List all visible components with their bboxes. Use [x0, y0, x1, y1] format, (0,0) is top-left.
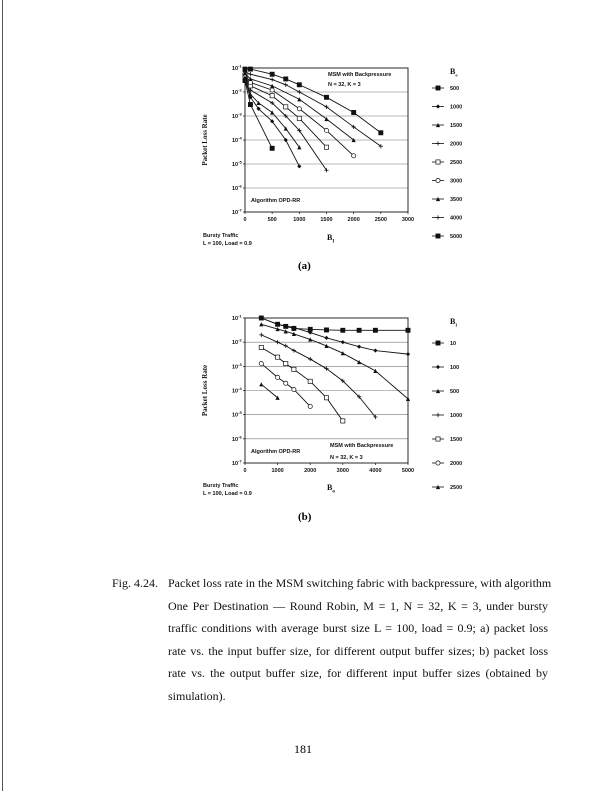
data-point-marker	[357, 345, 361, 349]
legend-label: 5000	[450, 234, 463, 240]
y-tick-base: 10	[232, 114, 239, 120]
data-point-marker	[259, 361, 263, 365]
traffic-footnote: L = 100, Load = 0.9	[203, 241, 252, 247]
data-point-marker	[292, 367, 296, 371]
x-axis-label-subscript: I	[332, 239, 335, 245]
legend-label: 100	[450, 365, 460, 371]
legend-marker	[436, 413, 440, 417]
data-point-marker	[357, 360, 361, 364]
data-point-marker	[341, 351, 345, 355]
x-axis-label-main: B	[327, 233, 333, 242]
legend-title-main: B	[450, 67, 456, 76]
data-point-marker	[341, 328, 345, 332]
y-tick-label	[232, 338, 242, 347]
y-tick-exponent: -2	[238, 337, 242, 343]
y-tick-exponent: -1	[238, 313, 242, 319]
x-tick-label: 500	[267, 217, 277, 223]
legend-label: 4000	[450, 215, 463, 222]
legend-marker	[436, 437, 440, 441]
legend-item	[432, 437, 462, 443]
legend-item	[432, 341, 456, 347]
y-tick-base: 10	[232, 162, 239, 168]
legend-marker	[436, 365, 440, 369]
legend-label: 10	[450, 341, 457, 347]
y-tick-label	[232, 434, 242, 443]
x-tick-label: 1000	[293, 217, 306, 223]
y-tick-base: 10	[232, 436, 239, 443]
data-point-marker	[276, 375, 280, 379]
legend-title-main: B	[450, 317, 456, 326]
legend-label: 3500	[450, 197, 463, 203]
y-tick-base: 10	[232, 340, 239, 347]
legend-title-subscript: I	[455, 322, 458, 328]
data-point-marker	[259, 333, 263, 337]
y-tick-label	[232, 362, 242, 371]
x-axis-label-main: B	[327, 483, 333, 492]
y-tick-base: 10	[232, 388, 239, 395]
series-100	[259, 316, 410, 356]
data-point-marker	[324, 336, 328, 340]
page-number: 181	[294, 742, 312, 756]
y-tick-base: 10	[232, 66, 239, 72]
data-point-marker	[308, 379, 312, 383]
data-point-marker	[357, 328, 361, 332]
series-line	[261, 384, 277, 397]
legend-item	[432, 461, 462, 467]
data-point-marker	[324, 328, 328, 332]
y-tick-label	[232, 314, 242, 323]
series-500	[259, 322, 410, 401]
caption-line: One Per Destination — Round Robin, M = 1, N = 32, K = 3, under bursty	[168, 598, 548, 613]
legend-marker	[436, 341, 440, 345]
plot-annotation: N = 32, K = 3	[330, 455, 363, 461]
y-tick-exponent: -6	[238, 434, 242, 440]
x-tick-label: 4000	[369, 468, 382, 474]
y-tick-exponent: -1	[238, 63, 242, 69]
y-tick-exponent: -7	[238, 207, 242, 213]
legend-label: 2000	[450, 461, 463, 467]
data-point-marker	[308, 404, 312, 408]
data-point-marker	[373, 328, 377, 332]
data-point-marker	[276, 355, 280, 359]
series-line	[261, 348, 343, 421]
y-tick-base: 10	[232, 210, 239, 216]
y-tick-exponent: -3	[238, 361, 242, 367]
traffic-footnote: L = 100, Load = 0.9	[203, 491, 252, 497]
y-tick-base: 10	[232, 316, 239, 322]
traffic-footnote: Bursty Traffic	[203, 483, 239, 489]
x-tick-label: 2000	[304, 468, 317, 474]
y-tick-label	[232, 459, 242, 468]
plot-annotation: Algorithm OPD-RR	[251, 198, 301, 204]
plot-annotation: Algorithm OPD-RR	[251, 449, 301, 455]
y-tick-base: 10	[232, 138, 239, 144]
legend-item	[432, 389, 459, 395]
data-point-marker	[324, 396, 328, 400]
legend-label: 3000	[450, 178, 463, 185]
figure-label-b: (b)	[298, 511, 312, 523]
legend-label: 2500	[450, 485, 463, 491]
y-tick-label	[232, 386, 242, 395]
plot-annotation: N = 32, K = 3	[328, 82, 361, 88]
x-tick-label: 0	[243, 217, 247, 223]
traffic-footnote: Bursty Traffic	[203, 233, 239, 239]
x-tick-label: 0	[243, 468, 247, 474]
data-point-marker	[341, 419, 345, 423]
legend-label: 500	[450, 86, 460, 92]
x-tick-label: 2500	[374, 217, 387, 223]
x-tick-label: 2000	[347, 217, 360, 223]
data-point-marker	[373, 369, 377, 373]
series-2500	[259, 382, 280, 400]
legend-marker	[436, 461, 440, 465]
y-axis-label: Packet Loss Rate	[201, 114, 209, 166]
series-1500	[259, 345, 345, 423]
y-tick-exponent: -5	[238, 159, 242, 165]
data-point-marker	[406, 352, 410, 356]
y-tick-base: 10	[232, 412, 239, 419]
y-tick-exponent: -6	[238, 183, 242, 189]
x-tick-label: 5000	[401, 468, 415, 474]
caption-line: simulation).	[168, 689, 226, 703]
legend-label: 1500	[450, 123, 463, 129]
figure-label-a: (a)	[298, 260, 311, 272]
plot-annotation: MSM with Backpressure	[328, 72, 392, 78]
legend-label: 2500	[450, 160, 463, 166]
data-point-marker	[292, 387, 296, 391]
data-point-marker	[373, 348, 377, 352]
x-tick-label: 1000	[271, 468, 284, 474]
y-tick-exponent: -4	[238, 135, 242, 141]
plot-annotation: MSM with Backpressure	[330, 443, 394, 449]
legend-title-subscript: o	[455, 72, 458, 78]
data-point-marker	[308, 337, 312, 341]
y-tick-base: 10	[232, 90, 239, 96]
x-axis-label	[327, 483, 335, 495]
x-tick-label: 3000	[401, 217, 415, 223]
data-point-marker	[406, 328, 410, 332]
x-axis-label-subscript: o	[332, 489, 335, 495]
x-tick-label: 3000	[336, 468, 349, 474]
y-tick-base: 10	[232, 461, 239, 467]
legend-label: 1000	[450, 104, 463, 111]
y-tick-label	[232, 410, 242, 419]
data-point-marker	[324, 344, 328, 348]
caption-number: Fig. 4.24.	[112, 576, 159, 590]
caption-line: traffic conditions with average burst size L = 100, load = 0.9; a) packet loss	[168, 621, 548, 636]
caption-line: Packet loss rate in the MSM switching fabric with backpressure, with algorithm	[168, 576, 552, 590]
y-tick-exponent: -2	[238, 87, 242, 93]
y-tick-base: 10	[232, 364, 239, 371]
data-point-marker	[308, 357, 312, 361]
data-point-marker	[276, 340, 280, 344]
legend-label: 1500	[450, 437, 463, 443]
legend-title	[450, 317, 457, 328]
figure-caption	[112, 576, 552, 716]
caption-line: rate vs. the output buffer size, for different input buffer sizes (obtained by	[168, 666, 548, 681]
legend-item	[432, 365, 459, 371]
legend-item	[432, 485, 462, 491]
legend-label: 1000	[450, 413, 463, 419]
y-tick-exponent: -5	[238, 410, 242, 416]
y-tick-exponent: -4	[238, 386, 242, 391]
legend-label: 500	[450, 389, 460, 395]
y-tick-exponent: -3	[238, 111, 242, 117]
series-2000	[259, 361, 312, 408]
caption-line: rate vs. the input buffer size, for different output buffer sizes; b) packet loss	[168, 643, 548, 658]
y-tick-exponent: -7	[238, 458, 242, 464]
y-axis-label: Packet Loss Rate	[201, 364, 209, 417]
data-point-marker	[284, 381, 288, 385]
y-tick-base: 10	[232, 186, 239, 192]
legend-label: 2000	[450, 141, 463, 148]
x-tick-label: 1500	[320, 217, 333, 223]
data-point-marker	[284, 344, 288, 348]
series-line	[261, 318, 408, 354]
data-point-marker	[341, 340, 345, 344]
data-point-marker	[259, 382, 263, 386]
data-point-marker	[292, 348, 296, 352]
legend-item	[432, 413, 462, 419]
data-point-marker	[284, 361, 288, 365]
data-point-marker	[259, 345, 263, 349]
